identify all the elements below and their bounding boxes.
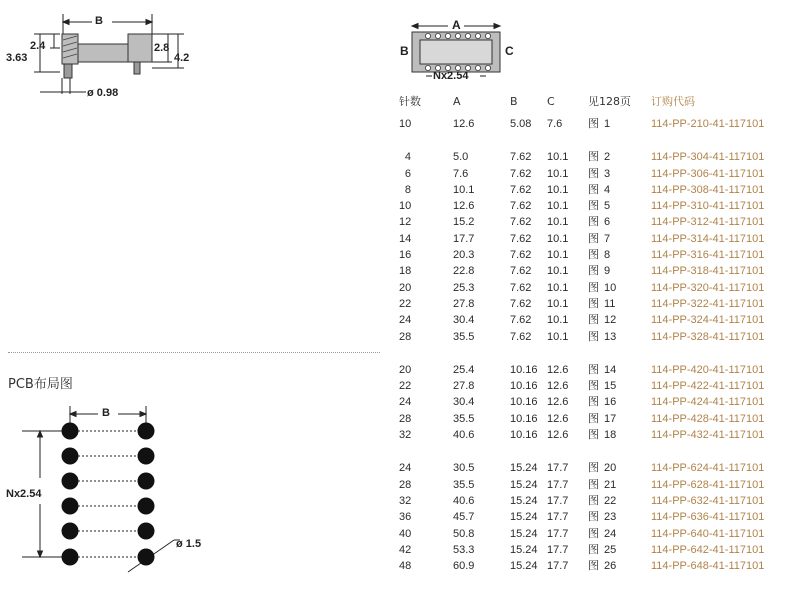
fig-number: 26 bbox=[604, 560, 617, 573]
cell-c: 10.1 bbox=[547, 297, 569, 310]
cell-pins: 36 bbox=[399, 511, 412, 524]
cell-c: 12.6 bbox=[547, 396, 569, 409]
pcb-layout-title: PCB布局图 bbox=[8, 377, 73, 392]
fig-number: 14 bbox=[604, 363, 617, 376]
fig-prefix: 图 bbox=[588, 200, 599, 213]
cell-fig bbox=[588, 116, 648, 132]
cell-c: 7.6 bbox=[547, 118, 563, 130]
side-dim-3-63: 3.63 bbox=[6, 52, 28, 64]
cell-a: 35.5 bbox=[453, 478, 475, 491]
fig-prefix: 图 bbox=[588, 429, 599, 442]
cell-c: 10.1 bbox=[547, 249, 569, 262]
cell-fig bbox=[588, 460, 648, 476]
cell-b: 7.62 bbox=[510, 151, 532, 164]
table-row bbox=[399, 526, 789, 542]
cell-b: 15.24 bbox=[510, 494, 538, 507]
cell-a: 25.4 bbox=[453, 363, 475, 376]
table-row bbox=[399, 329, 789, 345]
cell-b: 15.24 bbox=[510, 462, 538, 475]
fig-number: 21 bbox=[604, 478, 617, 491]
cell-order-code: 114-PP-642-41-117101 bbox=[651, 543, 765, 556]
cell-pins: 40 bbox=[399, 527, 412, 540]
cell-a: 7.6 bbox=[453, 167, 469, 180]
fig-prefix: 图 bbox=[588, 462, 599, 475]
table-row bbox=[399, 280, 789, 296]
fig-number: 24 bbox=[604, 527, 617, 540]
cell-b: 5.08 bbox=[510, 118, 532, 130]
cell-a: 30.4 bbox=[453, 396, 475, 409]
cell-order-code: 114-PP-636-41-117101 bbox=[651, 511, 765, 524]
cell-a: 35.5 bbox=[453, 412, 475, 425]
cell-fig bbox=[588, 166, 648, 182]
cell-a: 15.2 bbox=[453, 216, 475, 229]
cell-b: 7.62 bbox=[510, 330, 532, 343]
section-divider bbox=[8, 352, 380, 353]
cell-pins: 32 bbox=[399, 494, 412, 507]
fig-number: 11 bbox=[604, 297, 616, 310]
cell-c: 17.7 bbox=[547, 462, 569, 475]
cell-c: 12.6 bbox=[547, 429, 569, 442]
table-row bbox=[399, 231, 789, 247]
fig-number: 17 bbox=[604, 412, 617, 425]
cell-pins: 24 bbox=[399, 396, 412, 409]
header-code: 订购代码 bbox=[651, 95, 695, 108]
cell-order-code: 114-PP-648-41-117101 bbox=[651, 560, 765, 573]
cell-fig bbox=[588, 362, 648, 378]
table-row bbox=[399, 493, 789, 509]
table-row bbox=[399, 378, 789, 394]
cell-order-code: 114-PP-210-41-117101 bbox=[651, 118, 765, 130]
cell-order-code: 114-PP-310-41-117101 bbox=[651, 200, 765, 213]
table-row bbox=[399, 411, 789, 427]
fig-number: 6 bbox=[604, 216, 611, 229]
cell-pins: 20 bbox=[399, 281, 412, 294]
cell-c: 12.6 bbox=[547, 363, 569, 376]
cell-a: 40.6 bbox=[453, 429, 475, 442]
cell-c: 10.1 bbox=[547, 314, 569, 327]
cell-a: 20.3 bbox=[453, 249, 475, 262]
cell-pins: 48 bbox=[399, 560, 412, 573]
cell-order-code: 114-PP-432-41-117101 bbox=[651, 429, 765, 442]
cell-pins: 24 bbox=[399, 462, 412, 475]
fig-prefix: 图 bbox=[588, 297, 599, 310]
cell-fig bbox=[588, 280, 648, 296]
fig-number: 5 bbox=[604, 200, 611, 213]
cell-b: 15.24 bbox=[510, 478, 538, 491]
fig-prefix: 图 bbox=[588, 281, 599, 294]
spec-table bbox=[399, 94, 789, 574]
fig-prefix: 图 bbox=[588, 494, 599, 507]
cell-b: 10.16 bbox=[510, 380, 538, 393]
cell-fig bbox=[588, 182, 648, 198]
table-row bbox=[399, 214, 789, 230]
table-row bbox=[399, 477, 789, 493]
cell-b: 7.62 bbox=[510, 249, 532, 262]
cell-a: 45.7 bbox=[453, 511, 475, 524]
fig-prefix: 图 bbox=[588, 183, 599, 196]
fig-prefix: 图 bbox=[588, 249, 599, 262]
header-c: C bbox=[547, 95, 555, 108]
cell-pins: 28 bbox=[399, 412, 412, 425]
cell-a: 27.8 bbox=[453, 380, 475, 393]
fig-prefix: 图 bbox=[588, 527, 599, 540]
pcb-dim-b: B bbox=[102, 407, 110, 419]
cell-c: 10.1 bbox=[547, 281, 569, 294]
fig-number: 25 bbox=[604, 543, 617, 556]
cell-c: 10.1 bbox=[547, 216, 569, 229]
table-row bbox=[399, 247, 789, 263]
cell-a: 17.7 bbox=[453, 232, 475, 245]
cell-order-code: 114-PP-306-41-117101 bbox=[651, 167, 765, 180]
cell-order-code: 114-PP-420-41-117101 bbox=[651, 363, 765, 376]
fig-prefix: 图 bbox=[588, 314, 599, 327]
cell-order-code: 114-PP-428-41-117101 bbox=[651, 412, 765, 425]
cell-order-code: 114-PP-632-41-117101 bbox=[651, 494, 765, 507]
table-row bbox=[399, 460, 789, 476]
fig-number: 22 bbox=[604, 494, 617, 507]
cell-pins: 20 bbox=[399, 363, 412, 376]
cell-c: 12.6 bbox=[547, 412, 569, 425]
cell-fig bbox=[588, 329, 648, 345]
cell-order-code: 114-PP-304-41-117101 bbox=[651, 151, 765, 164]
cell-a: 30.5 bbox=[453, 462, 475, 475]
cell-fig bbox=[588, 231, 648, 247]
cell-order-code: 114-PP-322-41-117101 bbox=[651, 297, 765, 310]
table-row bbox=[399, 312, 789, 328]
cell-order-code: 114-PP-312-41-117101 bbox=[651, 216, 765, 229]
fig-prefix: 图 bbox=[588, 265, 599, 278]
cell-a: 53.3 bbox=[453, 543, 475, 556]
cell-c: 17.7 bbox=[547, 511, 569, 524]
cell-pins: 6 bbox=[404, 167, 411, 180]
cell-b: 7.62 bbox=[510, 314, 532, 327]
cell-a: 22.8 bbox=[453, 265, 475, 278]
cell-fig bbox=[588, 509, 648, 525]
cell-c: 10.1 bbox=[547, 167, 569, 180]
fig-prefix: 图 bbox=[588, 380, 599, 393]
cell-pins: 10 bbox=[399, 118, 412, 130]
cell-order-code: 114-PP-422-41-117101 bbox=[651, 380, 765, 393]
cell-fig bbox=[588, 394, 648, 410]
fig-number: 2 bbox=[604, 151, 611, 164]
header-b: B bbox=[510, 95, 518, 108]
table-row bbox=[399, 182, 789, 198]
cell-fig bbox=[588, 526, 648, 542]
cell-b: 7.62 bbox=[510, 281, 532, 294]
table-row bbox=[399, 263, 789, 279]
fig-prefix: 图 bbox=[588, 511, 599, 524]
fig-prefix: 图 bbox=[588, 396, 599, 409]
fig-number: 18 bbox=[604, 429, 617, 442]
header-fig: 见128页 bbox=[588, 95, 631, 108]
cell-fig bbox=[588, 378, 648, 394]
fig-prefix: 图 bbox=[588, 560, 599, 573]
fig-number: 3 bbox=[604, 167, 611, 180]
cell-fig bbox=[588, 312, 648, 328]
cell-order-code: 114-PP-328-41-117101 bbox=[651, 330, 765, 343]
group-gap bbox=[399, 132, 789, 149]
table-row bbox=[399, 542, 789, 558]
cell-a: 60.9 bbox=[453, 560, 475, 573]
fig-prefix: 图 bbox=[588, 118, 599, 130]
side-dim-b: B bbox=[95, 15, 103, 27]
fig-number: 12 bbox=[604, 314, 617, 327]
cell-b: 15.24 bbox=[510, 527, 538, 540]
table-row bbox=[399, 558, 789, 574]
cell-b: 7.62 bbox=[510, 297, 532, 310]
side-dim-2-8: 2.8 bbox=[154, 42, 170, 54]
cell-order-code: 114-PP-624-41-117101 bbox=[651, 462, 765, 475]
cell-pins: 32 bbox=[399, 429, 412, 442]
top-dim-b: B bbox=[400, 44, 409, 58]
cell-b: 15.24 bbox=[510, 543, 538, 556]
table-row bbox=[399, 116, 789, 132]
cell-a: 10.1 bbox=[453, 183, 475, 196]
table-row bbox=[399, 394, 789, 410]
fig-prefix: 图 bbox=[588, 330, 599, 343]
cell-a: 27.8 bbox=[453, 297, 475, 310]
cell-fig bbox=[588, 477, 648, 493]
header-pins: 针数 bbox=[399, 95, 421, 108]
cell-fig bbox=[588, 427, 648, 443]
fig-prefix: 图 bbox=[588, 363, 599, 376]
cell-c: 17.7 bbox=[547, 527, 569, 540]
cell-b: 10.16 bbox=[510, 412, 538, 425]
top-dim-a: A bbox=[452, 18, 461, 32]
table-row bbox=[399, 362, 789, 378]
cell-c: 17.7 bbox=[547, 560, 569, 573]
fig-number: 4 bbox=[604, 183, 611, 196]
pcb-dim-diameter: ø 1.5 bbox=[176, 538, 202, 550]
cell-fig bbox=[588, 214, 648, 230]
group-gap bbox=[399, 345, 789, 362]
fig-number: 23 bbox=[604, 511, 617, 524]
cell-order-code: 114-PP-316-41-117101 bbox=[651, 249, 765, 262]
cell-c: 12.6 bbox=[547, 380, 569, 393]
side-dim-4-2: 4.2 bbox=[174, 52, 190, 64]
cell-fig bbox=[588, 263, 648, 279]
side-dim-diameter: ø 0.98 bbox=[87, 87, 119, 99]
fig-prefix: 图 bbox=[588, 412, 599, 425]
top-dim-c: C bbox=[505, 44, 514, 58]
cell-fig bbox=[588, 542, 648, 558]
cell-c: 10.1 bbox=[547, 151, 569, 164]
fig-number: 16 bbox=[604, 396, 617, 409]
cell-a: 5.0 bbox=[453, 151, 469, 164]
cell-c: 10.1 bbox=[547, 232, 569, 245]
cell-order-code: 114-PP-308-41-117101 bbox=[651, 183, 765, 196]
cell-pins: 42 bbox=[399, 543, 412, 556]
cell-a: 35.5 bbox=[453, 330, 475, 343]
cell-order-code: 114-PP-628-41-117101 bbox=[651, 478, 765, 491]
cell-pins: 8 bbox=[404, 183, 411, 196]
cell-a: 40.6 bbox=[453, 494, 475, 507]
cell-c: 10.1 bbox=[547, 330, 569, 343]
cell-pins: 22 bbox=[399, 380, 412, 393]
cell-b: 10.16 bbox=[510, 396, 538, 409]
cell-pins: 22 bbox=[399, 297, 412, 310]
cell-fig bbox=[588, 149, 648, 165]
cell-b: 7.62 bbox=[510, 183, 532, 196]
cell-c: 10.1 bbox=[547, 183, 569, 196]
group-gap bbox=[399, 443, 789, 460]
table-body bbox=[399, 116, 789, 574]
fig-number: 7 bbox=[604, 232, 611, 245]
cell-fig bbox=[588, 411, 648, 427]
cell-order-code: 114-PP-424-41-117101 bbox=[651, 396, 765, 409]
fig-prefix: 图 bbox=[588, 151, 599, 164]
cell-order-code: 114-PP-318-41-117101 bbox=[651, 265, 765, 278]
cell-c: 10.1 bbox=[547, 265, 569, 278]
cell-order-code: 114-PP-320-41-117101 bbox=[651, 281, 765, 294]
cell-pins: 28 bbox=[399, 478, 412, 491]
table-row bbox=[399, 149, 789, 165]
cell-a: 12.6 bbox=[453, 200, 475, 213]
cell-c: 17.7 bbox=[547, 494, 569, 507]
cell-order-code: 114-PP-324-41-117101 bbox=[651, 314, 765, 327]
cell-a: 50.8 bbox=[453, 527, 475, 540]
cell-order-code: 114-PP-314-41-117101 bbox=[651, 232, 765, 245]
table-row bbox=[399, 296, 789, 312]
cell-fig bbox=[588, 296, 648, 312]
cell-fig bbox=[588, 493, 648, 509]
header-a: A bbox=[453, 95, 461, 108]
fig-prefix: 图 bbox=[588, 167, 599, 180]
cell-a: 30.4 bbox=[453, 314, 475, 327]
table-row bbox=[399, 427, 789, 443]
cell-pins: 4 bbox=[404, 151, 411, 164]
side-dim-2-4: 2.4 bbox=[30, 40, 46, 52]
table-row bbox=[399, 198, 789, 214]
cell-b: 7.62 bbox=[510, 200, 532, 213]
cell-b: 7.62 bbox=[510, 232, 532, 245]
cell-pins: 28 bbox=[399, 330, 412, 343]
cell-b: 7.62 bbox=[510, 167, 532, 180]
table-header bbox=[399, 94, 789, 116]
cell-order-code: 114-PP-640-41-117101 bbox=[651, 527, 765, 540]
cell-a: 12.6 bbox=[453, 118, 475, 130]
cell-pins: 12 bbox=[399, 216, 412, 229]
table-row bbox=[399, 509, 789, 525]
cell-b: 15.24 bbox=[510, 511, 538, 524]
fig-number: 20 bbox=[604, 462, 617, 475]
cell-c: 17.7 bbox=[547, 543, 569, 556]
cell-pins: 24 bbox=[399, 314, 412, 327]
cell-c: 10.1 bbox=[547, 200, 569, 213]
fig-number: 10 bbox=[604, 281, 617, 294]
pcb-dim-n: Nx2.54 bbox=[6, 488, 42, 500]
fig-number: 13 bbox=[604, 330, 617, 343]
fig-prefix: 图 bbox=[588, 543, 599, 556]
fig-prefix: 图 bbox=[588, 232, 599, 245]
cell-b: 15.24 bbox=[510, 560, 538, 573]
cell-fig bbox=[588, 198, 648, 214]
cell-b: 7.62 bbox=[510, 216, 532, 229]
cell-pins: 18 bbox=[399, 265, 412, 278]
cell-b: 7.62 bbox=[510, 265, 532, 278]
top-dim-n: Nx2.54 bbox=[433, 70, 469, 82]
fig-number: 8 bbox=[604, 249, 611, 262]
cell-fig bbox=[588, 247, 648, 263]
fig-prefix: 图 bbox=[588, 216, 599, 229]
cell-pins: 10 bbox=[399, 200, 412, 213]
fig-number: 9 bbox=[604, 265, 611, 278]
cell-b: 10.16 bbox=[510, 429, 538, 442]
fig-number: 15 bbox=[604, 380, 617, 393]
cell-c: 17.7 bbox=[547, 478, 569, 491]
cell-pins: 16 bbox=[399, 249, 412, 262]
table-row bbox=[399, 166, 789, 182]
cell-b: 10.16 bbox=[510, 363, 538, 376]
cell-fig bbox=[588, 558, 648, 574]
fig-prefix: 图 bbox=[588, 478, 599, 491]
cell-pins: 14 bbox=[399, 232, 412, 245]
fig-number: 1 bbox=[604, 118, 611, 130]
cell-a: 25.3 bbox=[453, 281, 475, 294]
